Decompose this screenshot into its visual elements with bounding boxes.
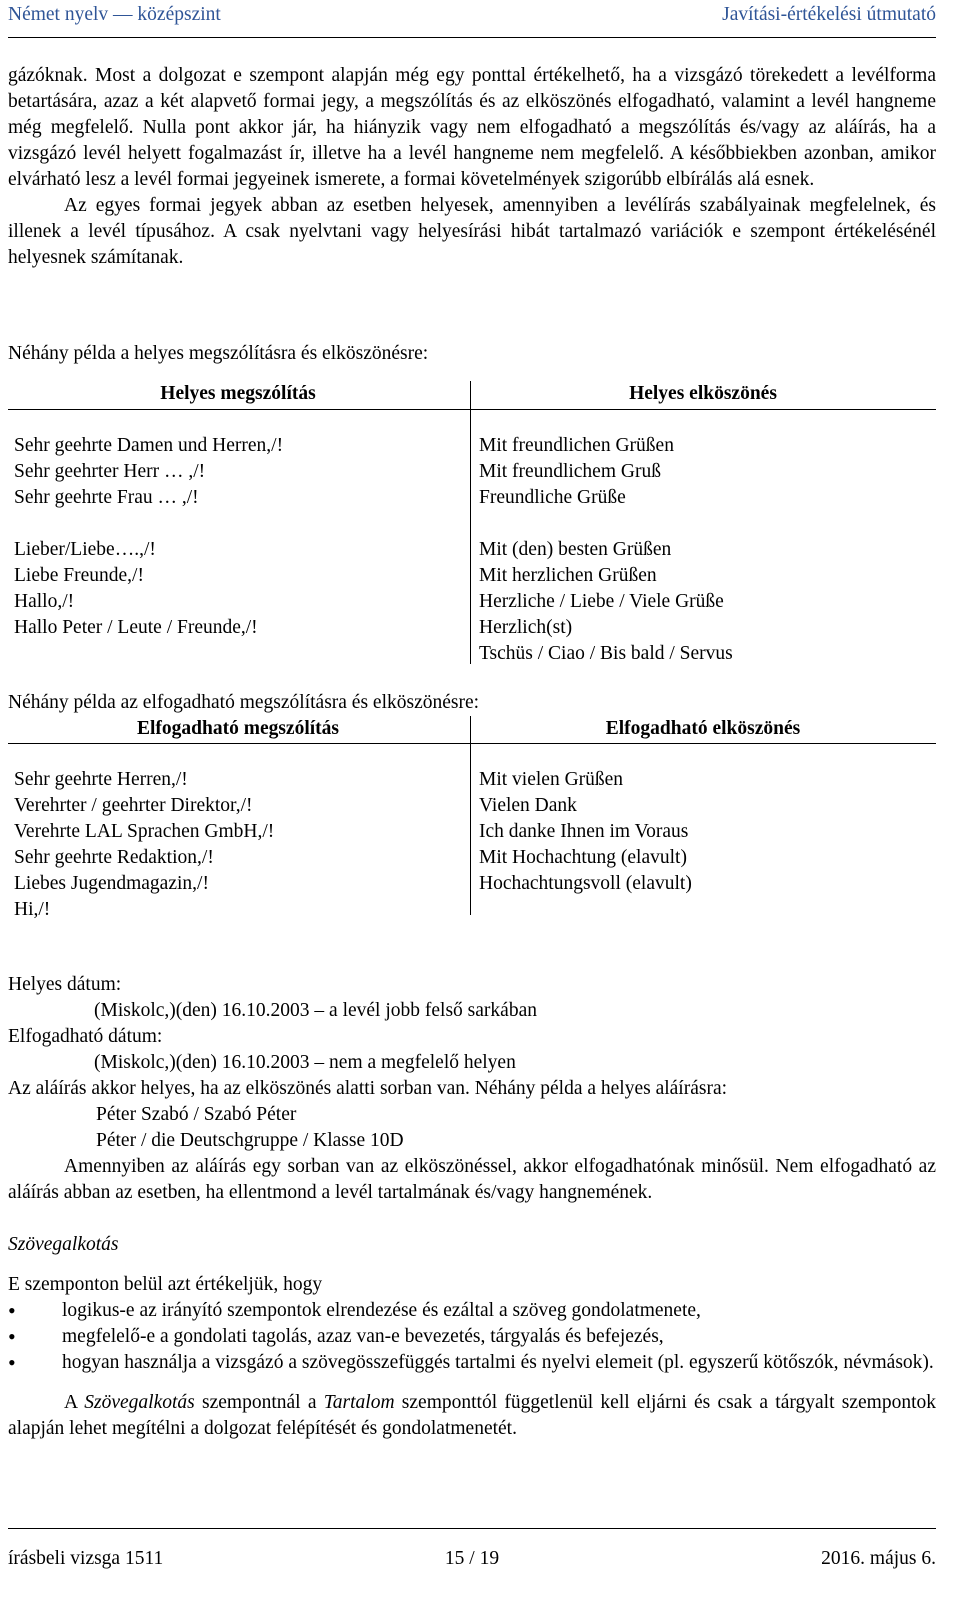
list-item: Mit (den) besten Grüßen (479, 539, 672, 560)
section-lead: E szemponton belül azt értékeljük, hogy (8, 1274, 323, 1295)
list-item: • logikus-e az irányító szempontok elrendezése és ezáltal a szöveg gondolatmenete, (8, 1298, 936, 1324)
footer-date: 2016. május 6. (821, 1548, 936, 1569)
correct-table-rule (8, 409, 936, 410)
term-tartalom: Tartalom (323, 1392, 395, 1413)
list-item: • hogyan használja a vizsgázó a szövegösszefüggés tartalmi és nyelvi elemeit (pl. egyszerű kötőszók, névmások). (8, 1350, 936, 1376)
date-signature-section (8, 972, 936, 1206)
document-page (8, 0, 936, 1603)
acceptable-closing-header: Elfogadható elköszönés (605, 718, 801, 739)
footer-rule (8, 1528, 936, 1529)
list-item: Lieber/Liebe….,/! (14, 539, 156, 560)
list-item: Freundliche Grüße (479, 487, 626, 508)
term-szovegalkotas: Szövegalkotás (84, 1392, 195, 1413)
acceptable-table-divider (470, 716, 471, 915)
footer-exam-code: írásbeli vizsga 1511 (8, 1548, 164, 1569)
list-item: Verehrte LAL Sprachen GmbH,/! (14, 821, 275, 842)
list-item: Liebes Jugendmagazin,/! (14, 873, 209, 894)
page-header (8, 4, 936, 30)
criteria-list (8, 1298, 936, 1376)
list-item: Mit freundlichen Grüßen (479, 435, 674, 456)
correct-examples-label: Néhány példa a helyes megszólításra és elköszönésre: (8, 343, 429, 364)
correct-table-header (8, 381, 936, 407)
list-item: Sehr geehrte Frau … ,/! (14, 487, 199, 508)
acceptable-table-header (8, 716, 936, 742)
text-composition-section (8, 1232, 936, 1442)
section-title: Szövegalkotás (8, 1234, 119, 1255)
acceptable-salutation-list (14, 767, 274, 923)
intro-paragraph-1: gázóknak. Most a dolgozat e szempont alapján még egy ponttal értékelhető, ha a vizsgázó törekedett a levélforma betartására, azaz a két alapvető formai jegy, a megszólítás és az elköszönés elfogadható, valamint a levél hangneme még megfelelő. Nulla pont akkor jár, ha hiányzik vagy nem elfogadható a megszólítás és/vagy az aláírás, ha a vizsgázó levél helyett fogalmazást ír, illetve ha a levél hangneme nem megfelelő. A későbbiekben azonban, amikor elvárható lesz a levél formai jegyeinek ismerete, a formai követelmények szigorúbb elbírálás alá esnek. (8, 65, 936, 190)
acceptable-examples-label: Néhány példa az elfogadható megszólításra és elköszönésre: (8, 692, 480, 713)
list-item: Sehr geehrte Herren,/! (14, 769, 188, 790)
correct-salutation-header: Helyes megszólítás (160, 383, 316, 404)
list-item: Mit freundlichem Gruß (479, 461, 661, 482)
list-item: • megfelelő-e a gondolati tagolás, azaz van-e bevezetés, tárgyalás és befejezés, (8, 1324, 936, 1350)
list-item: Tschüs / Ciao / Bis bald / Servus (479, 643, 733, 664)
header-doc-type: Javítási-értékelési útmutató (722, 4, 936, 25)
acceptable-date-example: (Miskolc,)(den) 16.10.2003 – nem a megfelelő helyen (94, 1052, 516, 1073)
list-item: Hi,/! (14, 899, 51, 920)
list-item: Vielen Dank (479, 795, 577, 816)
correct-closing-header: Helyes elköszönés (629, 383, 777, 404)
signature-example-2: Péter / die Deutschgruppe / Klasse 10D (96, 1130, 404, 1151)
list-item: Sehr geehrte Redaktion,/! (14, 847, 214, 868)
page-number: 15 / 19 (444, 1548, 500, 1569)
list-item: Sehr geehrter Herr … ,/! (14, 461, 206, 482)
list-item: Mit Hochachtung (elavult) (479, 847, 687, 868)
correct-date-label: Helyes dátum: (8, 974, 122, 995)
intro-paragraph-2: Az egyes formai jegyek abban az esetben helyesek, amennyiben a levélírás szabályainak megfelelnek, és illenek a levél típusához. A csak nyelvtani vagy helyesírási hibát tartalmazó variációk e szempont értékelésénél helyesnek számítanak. (8, 195, 936, 268)
correct-salutation-list (14, 433, 283, 641)
signature-note: Amennyiben az aláírás egy sorban van az elköszönéssel, akkor elfogadhatónak minősül. Nem elfogadható az aláírás abban az esetben, ha ellentmond a levél tartalmának és/vagy hangnemének. (8, 1156, 936, 1203)
list-item: Mit herzlichen Grüßen (479, 565, 657, 586)
list-item: Ich danke Ihnen im Voraus (479, 821, 689, 842)
closing-paragraph: A Szövegalkotás szempontnál a Tartalom szemponttól függetlenül kell eljárni és csak a tárgyalt szempontok alapján lehet megítélni a dolgozat felépítését és gondolatmenetét. (8, 1392, 936, 1439)
intro-text (8, 63, 936, 271)
list-item: Herzlich(st) (479, 617, 573, 638)
list-item: Sehr geehrte Damen und Herren,/! (14, 435, 284, 456)
signature-rule: Az aláírás akkor helyes, ha az elköszönés alatti sorban van. Néhány példa a helyes aláírásra: (8, 1078, 728, 1099)
list-item: Herzliche / Liebe / Viele Grüße (479, 591, 724, 612)
header-subject: Német nyelv — középszint (8, 4, 221, 25)
list-item: Liebe Freunde,/! (14, 565, 144, 586)
correct-date-example: (Miskolc,)(den) 16.10.2003 – a levél jobb felső sarkában (94, 1000, 537, 1021)
correct-closing-list (479, 433, 733, 667)
signature-example-1: Péter Szabó / Szabó Péter (96, 1104, 297, 1125)
acceptable-table-rule (8, 743, 936, 744)
list-item: Mit vielen Grüßen (479, 769, 624, 790)
acceptable-salutation-header: Elfogadható megszólítás (136, 718, 340, 739)
acceptable-closing-list (479, 767, 692, 897)
correct-table-divider (470, 381, 471, 664)
acceptable-date-label: Elfogadható dátum: (8, 1026, 163, 1047)
list-item: Hochachtungsvoll (elavult) (479, 873, 692, 894)
list-item: Hallo,/! (14, 591, 75, 612)
page-footer (8, 1546, 936, 1572)
list-item: Hallo Peter / Leute / Freunde,/! (14, 617, 258, 638)
list-item: Verehrter / geehrter Direktor,/! (14, 795, 253, 816)
header-rule (8, 37, 936, 38)
